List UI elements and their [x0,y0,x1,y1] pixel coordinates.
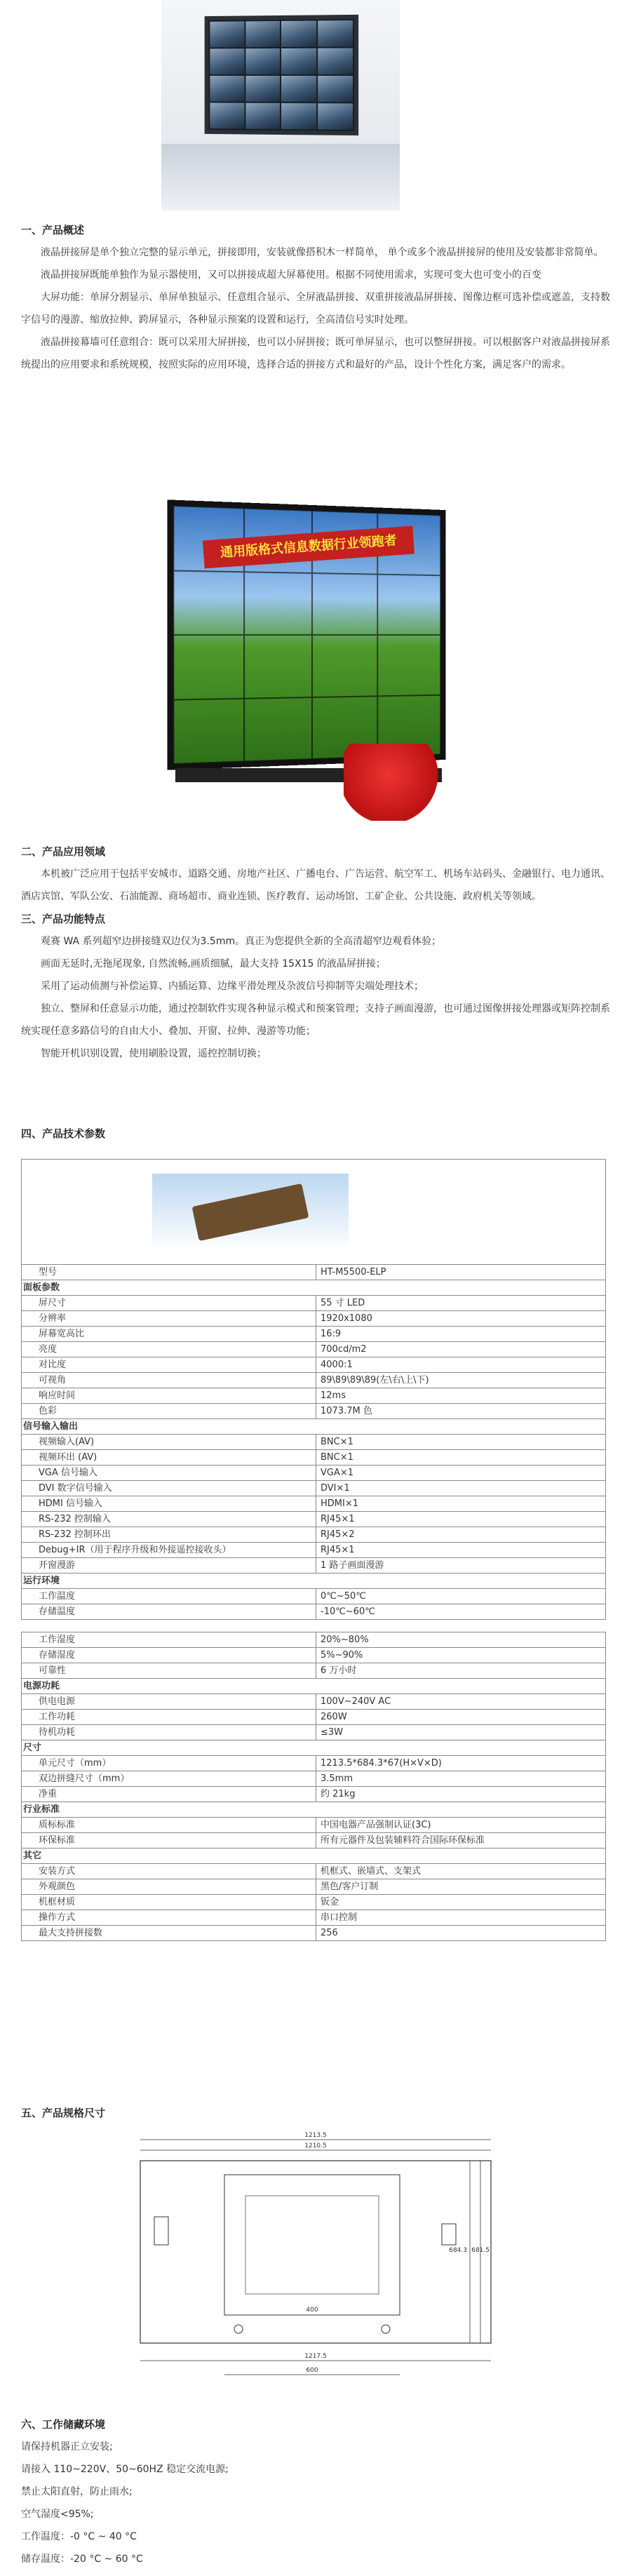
video-wall-grid [205,15,359,135]
spec-value: 1213.5*684.3*67(H×V×D) [316,1756,606,1771]
spec-value: VGA×1 [316,1465,606,1481]
table-group-row [22,1740,606,1756]
product-image-cell [22,1160,606,1265]
spec-value: 0℃~50℃ [316,1589,606,1604]
table-row [22,1756,606,1771]
table-row [22,1787,606,1802]
table-row [22,1327,606,1342]
table-row [22,1543,606,1558]
env-item: 工作温度：-0 °C ~ 40 °C [21,2531,137,2542]
section-title: 五、产品规格尺寸 [21,2107,106,2119]
spec-group-title: 尺寸 [22,1740,606,1756]
spec-value: 中国电器产品强制认证(3C) [316,1818,606,1833]
section-title: 二、产品应用领域 [21,845,106,858]
env-item: 请保持机器正立安装; [21,2441,113,2453]
table-row [22,1342,606,1357]
table-row [22,1404,606,1419]
spec-value: 所有元器件及包装辅料符合国际环保标准 [316,1833,606,1849]
video-wall-showcase-image [161,491,470,828]
spec-value: 机框式、嵌墙式、支架式 [316,1864,606,1879]
spec-value: BNC×1 [316,1435,606,1450]
table-row [22,1648,606,1663]
section-title: 三、产品功能特点 [21,913,106,925]
table-group-row [22,1802,606,1818]
table-row [22,1388,606,1404]
table-row [22,1632,606,1648]
table-row [22,1496,606,1512]
spec-value: DVI×1 [316,1481,606,1496]
feature-item: 智能开机识别设置，使用刷脸设置，遥控控制切换； [41,1048,267,1059]
table-group-row [22,1679,606,1694]
hero-video-wall-image [161,0,400,210]
spec-label: 屏尺寸 [22,1296,316,1311]
spec-value: 1073.7M 色 [316,1404,606,1419]
spec-value: 700cd/m2 [316,1342,606,1357]
spec-value: 钣金 [316,1895,606,1910]
table-row [22,1527,606,1543]
dim-height-1: 684.3 [449,2247,467,2254]
spec-label: 亮度 [22,1342,316,1357]
spec-value: 100V~240V AC [316,1694,606,1710]
table-row [22,1710,606,1725]
section-overview [21,219,610,376]
spec-label: 分辨率 [22,1311,316,1327]
table-row [22,1296,606,1311]
spec-label: 工作功耗 [22,1710,316,1725]
feature-item: 画面无延时,无拖尾现象, 自然流畅,画质细腻，最大支持 15X15 的液晶屏拼接； [41,958,386,970]
spec-label: Debug+IR（用于程序升级和外接遥控接收头） [22,1543,316,1558]
table-row [22,1357,606,1373]
spec-value: 55 寸 LED [316,1296,606,1311]
spec-value: 12ms [316,1388,606,1404]
wall-banner: 通用版格式信息数据行业领跑者 [203,526,414,569]
spec-label: 安装方式 [22,1864,316,1879]
paragraph: 本机被广泛应用于包括平安城市、道路交通、房地产社区、广播电台、广告运营、航空军工、机场车站码头、金融银行、电力通讯、酒店宾馆、军队公安、石油能源、商场超市、商业连锁、医疗教育、运动场馆、工矿企业、公共设施、政府机关等领域。 [21,868,610,902]
table-row [22,1771,606,1787]
env-item: 空气湿度<95%; [21,2509,94,2520]
table-row [22,1818,606,1833]
table-row [22,1725,606,1740]
spec-label: RS-232 控制输入 [22,1512,316,1527]
spec-label: 视频环出 (AV) [22,1450,316,1465]
spec-label: 质标标准 [22,1818,316,1833]
spec-value: 20%~80% [316,1632,606,1648]
table-row [22,1311,606,1327]
dim-height-2: 681.5 [471,2247,490,2254]
section-title: 四、产品技术参数 [21,1127,106,1140]
spec-label: 最大支持拼接数 [22,1926,316,1941]
spec-value: HDMI×1 [316,1496,606,1512]
spec-label: 开窗漫游 [22,1558,316,1574]
dim-width-3: 1217.5 [304,2353,327,2360]
product-image [152,1174,349,1251]
table-row [22,1663,606,1679]
spec-label: 可视角 [22,1373,316,1388]
spec-label: VGA 信号输入 [22,1465,316,1481]
spec-label: 视频输入(AV) [22,1435,316,1450]
paragraph: 液晶拼接屏既能单独作为显示器使用，又可以拼接成超大屏幕使用。根据不同使用需求，实现可变大也可变小的百变 [41,269,541,281]
table-row [22,1864,606,1879]
table-row [22,1926,606,1941]
table-row [22,1481,606,1496]
spec-value: HT-M5500-ELP [316,1265,606,1280]
spec-value: 89\89\89\89(左\右\上\下) [316,1373,606,1388]
dimension-drawing [133,2119,498,2399]
table-row [22,1910,606,1926]
spec-value: RJ45×1 [316,1512,606,1527]
spec-value: 260W [316,1710,606,1725]
spec-label: 外观颜色 [22,1879,316,1895]
dim-width-1: 1213.5 [304,2132,327,2139]
spec-label: 机框材质 [22,1895,316,1910]
table-row [22,1589,606,1604]
spec-label: 型号 [22,1265,316,1280]
spec-group-title: 行业标准 [22,1802,606,1818]
spec-value: RJ45×1 [316,1543,606,1558]
env-item: 请接入 110~220V、50~60HZ 稳定交流电源; [21,2464,229,2475]
dim-a: 600 [306,2367,318,2374]
section-environment [21,2413,610,2570]
spec-group-title: 电源功耗 [22,1679,606,1694]
spec-label: 环保标准 [22,1833,316,1849]
spec-label: 屏幕宽高比 [22,1327,316,1342]
spec-value: 5%~90% [316,1648,606,1663]
table-row [22,1373,606,1388]
table-group-row [22,1419,606,1435]
spec-value: 约 21kg [316,1787,606,1802]
spec-label: 工作温度 [22,1589,316,1604]
spec-label: 色彩 [22,1404,316,1419]
spec-value: BNC×1 [316,1450,606,1465]
spec-value: 256 [316,1926,606,1941]
spec-value: 6 万小时 [316,1663,606,1679]
paragraph: 液晶拼接屏是单个独立完整的显示单元，拼接即用，安装就像搭积木一样简单， 单个或多个液晶拼接屏的使用及安装都非常简单。 [41,247,604,258]
table-row [22,1694,606,1710]
spec-value: 串口控制 [316,1910,606,1926]
spec-group-title: 运行环境 [22,1574,606,1589]
spec-value: 16:9 [316,1327,606,1342]
spec-group-title: 其它 [22,1849,606,1864]
spec-label: 供电电源 [22,1694,316,1710]
table-group-row [22,1849,606,1864]
spec-value: 4000:1 [316,1357,606,1373]
spec-table [21,1159,606,1941]
table-row [22,1435,606,1450]
spec-label: 单元尺寸（mm） [22,1756,316,1771]
spec-value: -10℃~60℃ [316,1604,606,1620]
spec-label: 操作方式 [22,1910,316,1926]
spec-label: 净重 [22,1787,316,1802]
spec-group-title: 信号输入输出 [22,1419,606,1435]
table-row [22,1450,606,1465]
table-row [22,1895,606,1910]
spec-value: ≤3W [316,1725,606,1740]
spec-value: 1 路子画面漫游 [316,1558,606,1574]
section-title: 一、产品概述 [21,224,85,236]
spec-group-title: 面板参数 [22,1280,606,1296]
table-row [22,1465,606,1481]
table-row [22,1558,606,1574]
spec-value: RJ45×2 [316,1527,606,1543]
paragraph: 液晶拼接幕墙可任意组合：既可以采用大屏拼接，也可以小屏拼接；既可单屏显示，也可以整屏拼接。可以根据客户对液晶拼接屏系统提出的应用要求和系统规模，按照实际的应用环境，选择合适的拼接方式和最好的产品，设计个性化方案，满足客户的需求。 [21,337,610,370]
spec-label: 对比度 [22,1357,316,1373]
env-item: 禁止太阳直射，防止雨水; [21,2486,133,2497]
table-row [22,1879,606,1895]
table-row [22,1265,606,1280]
spec-value: 1920x1080 [316,1311,606,1327]
spec-label: 存储湿度 [22,1648,316,1663]
table-group-row [22,1574,606,1589]
section-title: 六、工作储藏环境 [21,2418,106,2431]
spec-label: RS-232 控制环出 [22,1527,316,1543]
spec-label: 双边拼缝尺寸（mm） [22,1771,316,1787]
paragraph: 大屏功能：单屏分割显示、单屏单独显示、任意组合显示、全屏液晶拼接、双重拼接液晶屏拼接、图像边框可选补偿或遮盖，支持数字信号的漫游、缩放拉伸、跨屏显示，各种显示预案的设置和运行，全高清信号实时处理。 [21,292,610,326]
spec-value: 黑色/客户订制 [316,1879,606,1895]
table-group-row [22,1280,606,1296]
spec-label: 响应时间 [22,1388,316,1404]
red-ribbon [344,744,456,821]
dim-b: 400 [306,2307,318,2314]
feature-list [21,930,610,1065]
feature-item: 采用了运动侦测与补偿运算、内插运算、边缘平滑处理及杂波信号抑制等尖端处理技术； [41,981,424,992]
table-gap [22,1620,606,1632]
table-row [22,1604,606,1620]
table-row [22,1833,606,1849]
table-row [22,1512,606,1527]
spec-label: HDMI 信号输入 [22,1496,316,1512]
spec-value: 3.5mm [316,1771,606,1787]
env-item: 储存温度：-20 °C ~ 60 °C [21,2554,143,2565]
feature-item: 观赛 WA 系列超窄边拼接缝双边仅为3.5mm。真正为您提供全新的全高清超窄边观看体验； [41,936,442,947]
section-spec-heading [21,1122,610,1145]
spec-label: 可靠性 [22,1663,316,1679]
section-applications [21,840,610,1065]
dim-width-2: 1210.5 [304,2142,327,2149]
feature-item: 独立、整屏和任意显示功能，通过控制软件实现各种显示模式和预案管理；支持子画面漫游，也可通过图像拼接处理器或矩阵控制系统实现任意多路信号的自由大小、叠加、开窗、拉伸、漫游等功能； [21,1003,610,1037]
spec-label: DVI 数字信号输入 [22,1481,316,1496]
spec-label: 存储温度 [22,1604,316,1620]
spec-label: 待机功耗 [22,1725,316,1740]
hero-floor [161,144,400,210]
spec-label: 工作湿度 [22,1632,316,1648]
